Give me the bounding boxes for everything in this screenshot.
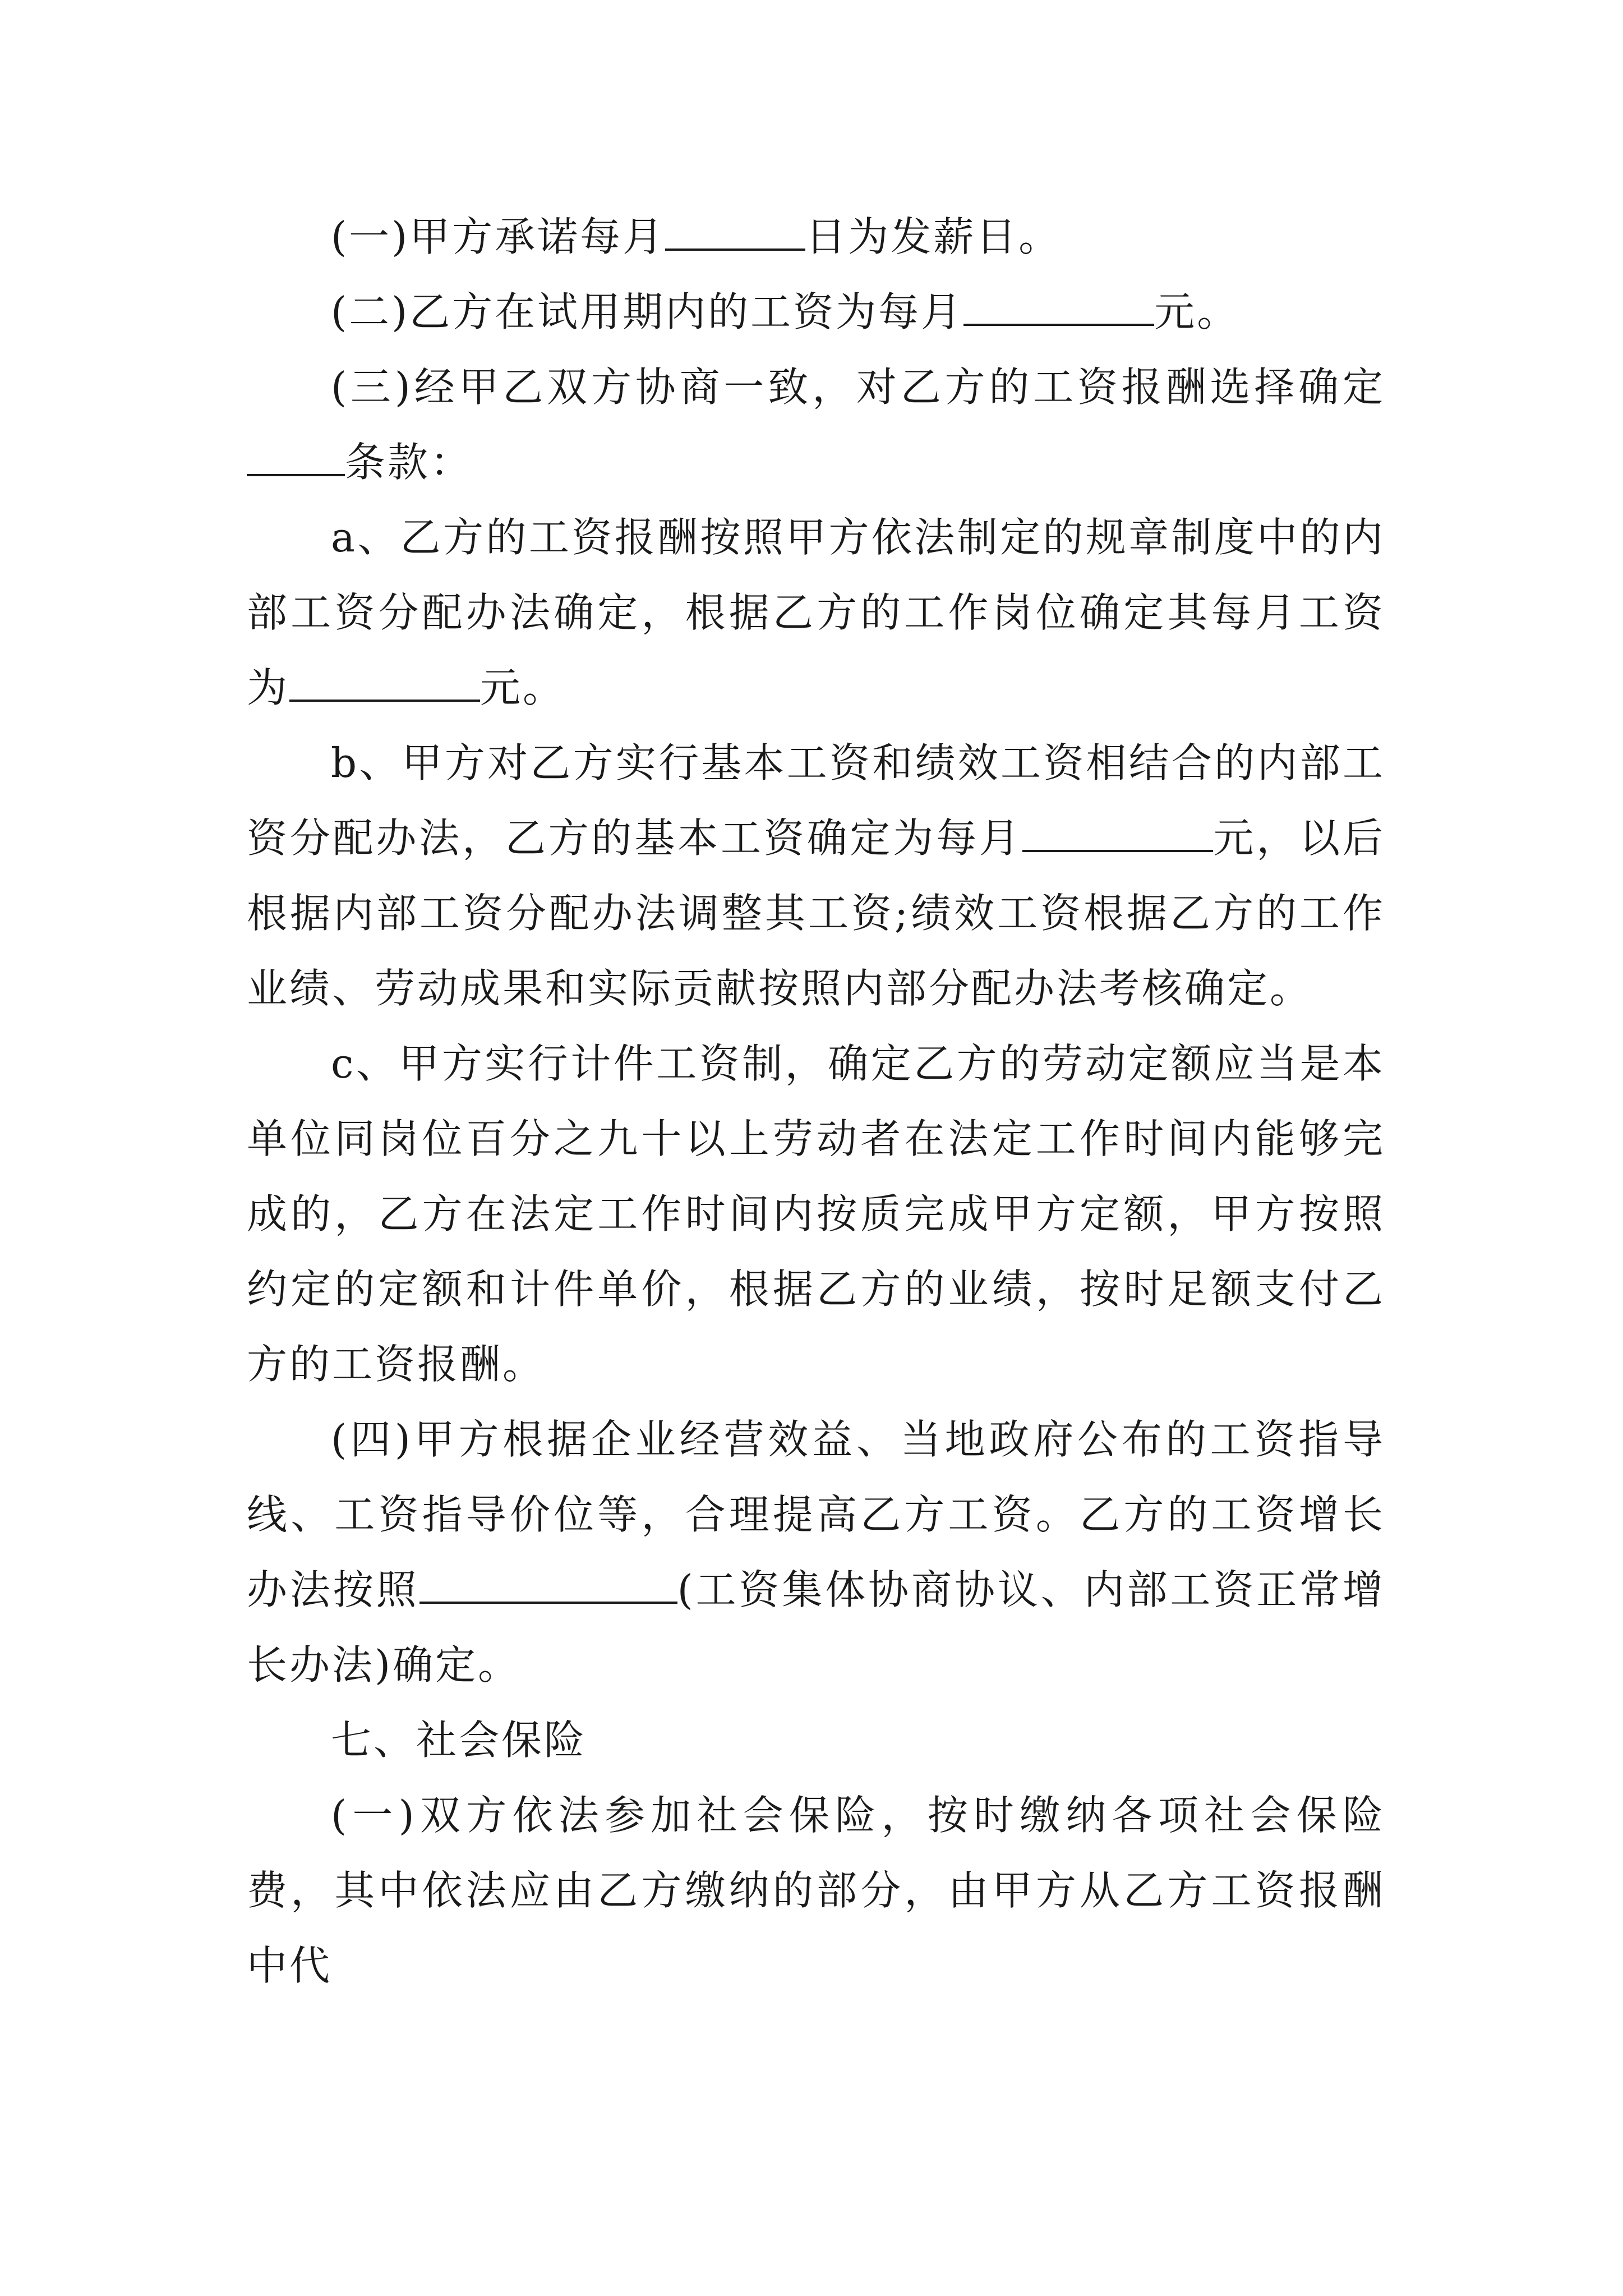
blank-line — [247, 435, 345, 476]
blank-line — [1022, 811, 1213, 852]
text: a、乙方的工资报酬按照甲方依法制定的规章制度中的内部工资分配办法确定，根据乙方的工作岗位确定其每月工资为 — [247, 514, 1385, 711]
paragraph-wage-increase — [247, 1402, 1385, 1703]
text: 元。 — [1154, 288, 1240, 335]
blank-line — [963, 284, 1154, 326]
paragraph-option-c: c、甲方实行计件工资制，确定乙方的劳动定额应当是本单位同岗位百分之九十以上劳动者在法定工作时间内能够完成的，乙方在法定工作时间内按质完成甲方定额，甲方按照约定的定额和计件单价，根据乙方的业绩，按时足额支付乙方的工资报酬。 — [247, 1040, 1385, 1388]
text: (二)乙方在试用期内的工资为每月 — [331, 288, 964, 335]
text: 日为发薪日。 — [805, 213, 1062, 260]
text: (四)甲方根据企业经营效益、当地政府公布的工资指导线、工资指导价位等，合理提高乙方工资。乙方的工资增长办法按照 — [247, 1416, 1385, 1613]
text: (工资集体协商协议、内部工资正常增长办法)确定。 — [247, 1566, 1385, 1688]
text: (一)甲方承诺每月 — [331, 213, 666, 260]
text: 元，以后根据内部工资分配办法调整其工资;绩效工资根据乙方的工作业绩、劳动成果和实际贡献按照内部分配办法考核确定。 — [247, 815, 1385, 1012]
section-heading-social-insurance: 七、社会保险 — [331, 1717, 587, 1764]
text: (三)经甲乙双方协商一致，对乙方的工资报酬选择确定 — [331, 364, 1385, 411]
text: 元。 — [480, 664, 566, 711]
text: b、甲方对乙方实行基本工资和绩效工资相结合的内部工资分配办法，乙方的基本工资确定为每月 — [247, 739, 1385, 862]
paragraph-social-insurance: (一)双方依法参加社会保险，按时缴纳各项社会保险费，其中依法应由乙方缴纳的部分，由甲方从乙方工资报酬中代 — [247, 1792, 1385, 1989]
paragraph-wage-option — [247, 349, 1385, 500]
blank-line — [289, 660, 480, 702]
document-body — [247, 199, 1385, 2003]
blank-line — [419, 1562, 677, 1604]
paragraph-pay-day — [247, 199, 1385, 274]
paragraph-option-b — [247, 725, 1385, 1026]
paragraph-option-a — [247, 500, 1385, 725]
paragraph-probation-wage — [247, 274, 1385, 349]
blank-line — [665, 209, 805, 251]
text: 条款： — [345, 439, 473, 486]
